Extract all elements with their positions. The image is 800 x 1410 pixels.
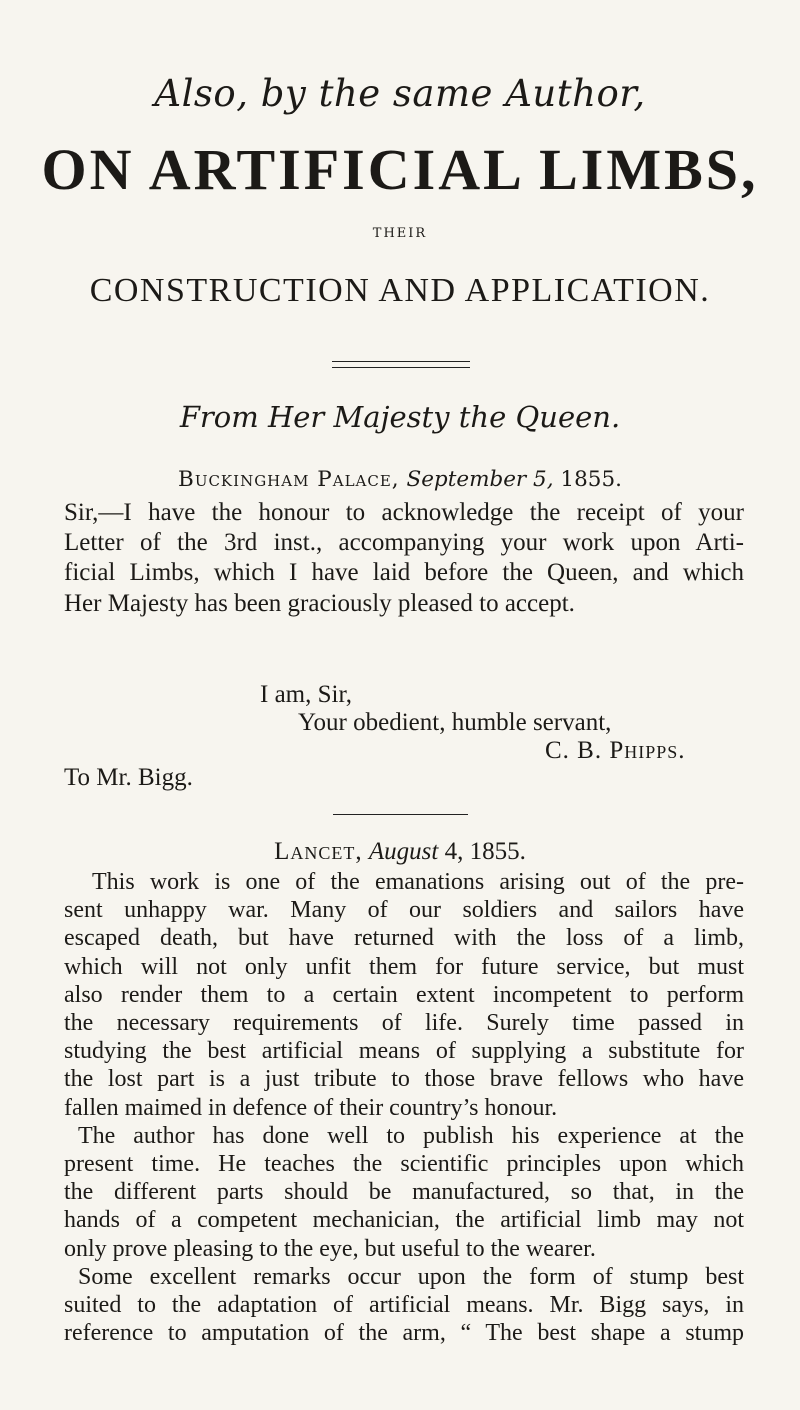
letter-body xyxy=(64,498,744,619)
letter-signature: C. B. Phipps. xyxy=(545,737,686,764)
review-line: escaped death, but have returned with the loss of a limb, xyxy=(64,925,744,952)
letter-closing-servant: Your obedient, humble servant, xyxy=(298,709,612,736)
review-line: which will not only unfit them for future service, but must xyxy=(64,953,744,980)
lancet-heading xyxy=(0,838,800,866)
lancet-date-month: August xyxy=(368,838,439,865)
letter-dateline xyxy=(0,467,800,492)
letter-place: Buckingham Palace, xyxy=(178,467,400,492)
lancet-review-body xyxy=(64,868,744,1347)
letter-line: Her Majesty has been graciously pleased to accept. xyxy=(64,589,575,617)
review-line: the necessary requirements of life. Surely time passed in xyxy=(64,1010,744,1037)
letter-year: 1855. xyxy=(560,467,622,492)
from-heading: From Her Majesty the Queen. xyxy=(179,400,621,434)
lancet-source: Lancet, xyxy=(274,838,363,865)
review-line: the lost part is a just tribute to those brave fellows who have xyxy=(64,1066,744,1093)
book-title: ON ARTIFICIAL LIMBS, xyxy=(41,137,759,202)
lancet-date-rest: 4, 1855. xyxy=(444,838,526,865)
letter-addressee: To Mr. Bigg. xyxy=(64,764,193,791)
also-by-author-line: Also, by the same Author, xyxy=(154,72,646,115)
book-subtitle: CONSTRUCTION AND APPLICATION. xyxy=(89,272,711,309)
letter-line: Sir,—I have the honour to acknowledge the receipt of your xyxy=(64,499,744,526)
letter-closing-salutation: I am, Sir, xyxy=(260,681,353,708)
review-line: hands of a competent mechanician, the artificial limb may not xyxy=(64,1207,744,1234)
their-line: THEIR xyxy=(372,226,428,241)
review-line: reference to amputation of the arm, “ The best shape a stump xyxy=(64,1320,744,1347)
letter-line: ficial Limbs, which I have laid before the Queen, and which xyxy=(64,559,744,587)
review-line: sent unhappy war. Many of our soldiers and sailors have xyxy=(64,897,744,924)
review-line: studying the best artificial means of supplying a substitute for xyxy=(64,1038,744,1065)
review-line: present time. He teaches the scientific principles upon which xyxy=(64,1151,744,1178)
double-rule-divider xyxy=(332,361,470,368)
single-rule-divider xyxy=(333,814,468,815)
review-line: This work is one of the emanations arising out of the pre- xyxy=(92,869,744,895)
review-line: Some excellent remarks occur upon the form of stump best xyxy=(78,1263,744,1290)
review-line: only prove pleasing to the eye, but useful to the wearer. xyxy=(64,1235,596,1262)
letter-date: September 5, xyxy=(406,467,554,492)
review-line: also render them to a certain extent incompetent to perform xyxy=(64,981,744,1008)
review-line: fallen maimed in defence of their country’s honour. xyxy=(64,1094,558,1121)
review-line: suited to the adaptation of artificial means. Mr. Bigg says, in xyxy=(64,1292,744,1319)
review-line: the different parts should be manufactured, so that, in the xyxy=(64,1179,744,1206)
review-line: The author has done well to publish his experience at the xyxy=(78,1122,744,1149)
letter-line: Letter of the 3rd inst., accompanying your work upon Arti- xyxy=(64,529,744,557)
